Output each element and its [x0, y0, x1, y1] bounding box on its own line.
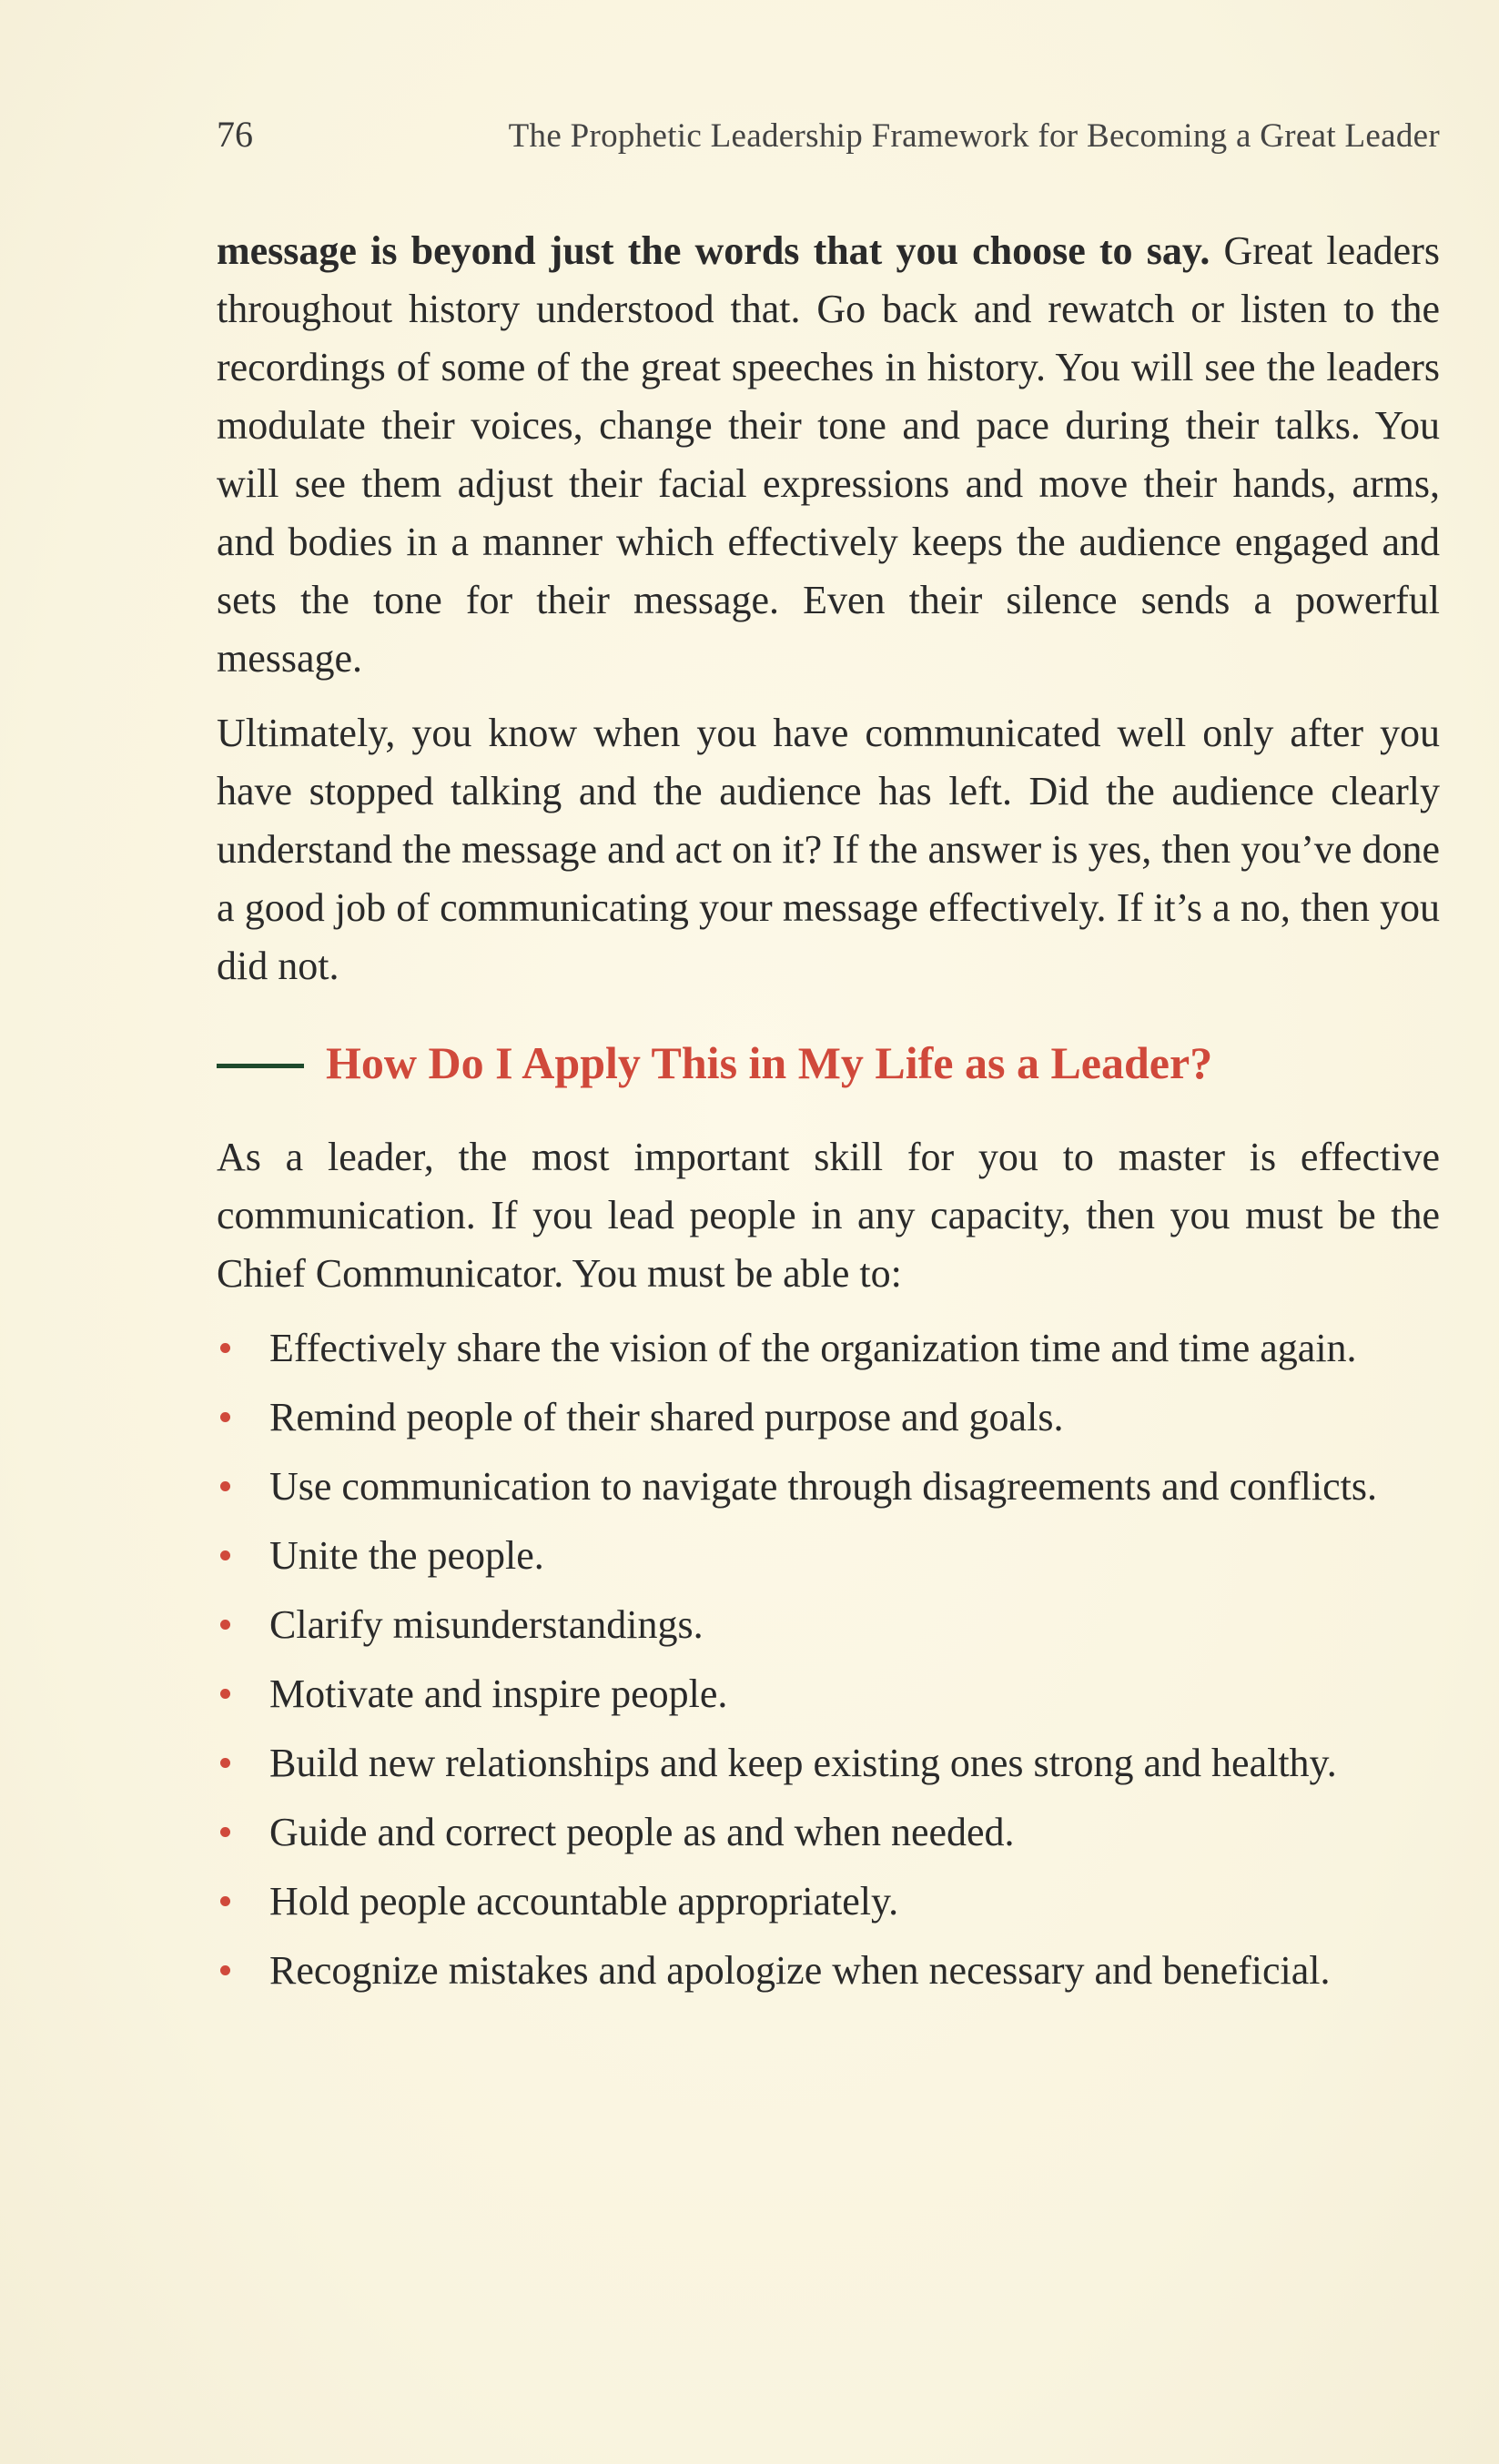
list-item — [217, 1596, 1440, 1654]
bullet-icon — [220, 1896, 230, 1906]
section-title: How Do I Apply This in My Life as a Leader? — [326, 1037, 1213, 1088]
bullet-icon — [220, 1550, 230, 1560]
list-item-text: Motivate and inspire people. — [269, 1671, 728, 1716]
list-item-text: Unite the people. — [269, 1533, 544, 1578]
bullet-icon — [220, 1481, 230, 1491]
bullet-icon — [220, 1758, 230, 1768]
running-title: The Prophetic Leadership Framework for Becoming a Great Leader — [508, 117, 1440, 155]
section-heading — [217, 1034, 1440, 1094]
list-item-text: Hold people accountable appropriately. — [269, 1879, 899, 1924]
list-item-text: Clarify misunderstandings. — [269, 1602, 704, 1647]
bullet-icon — [220, 1620, 230, 1630]
bullet-list — [217, 1319, 1440, 2000]
page-number: 76 — [217, 114, 253, 155]
list-item — [217, 1527, 1440, 1585]
list-item — [217, 1803, 1440, 1862]
list-item — [217, 1458, 1440, 1516]
paragraph-1-text: Great leaders throughout history understood that. Go back and rewatch or listen to the recordings of some of the great speeches in history. You will see the leaders modulate their voices, change their tone and pace during their talks. You will see them adjust their facial expressions and move their hands, arms, and bodies in a manner which effectively keeps the audience engaged and sets the tone for their message. Even their silence sends a powerful message. — [217, 228, 1440, 681]
list-item-text: Build new relationships and keep existing ones strong and healthy. — [269, 1741, 1337, 1785]
bullet-icon — [220, 1965, 230, 1975]
list-item-text: Remind people of their shared purpose and goals. — [269, 1395, 1064, 1439]
paragraph-1-bold-lead: message is beyond just the words that you choose to say. — [217, 228, 1210, 273]
heading-rule — [217, 1064, 304, 1068]
bullet-icon — [220, 1689, 230, 1699]
paragraph-1 — [217, 222, 1440, 688]
list-item-text: Use communication to navigate through disagreements and conflicts. — [269, 1464, 1378, 1509]
list-item — [217, 1734, 1440, 1792]
bullet-icon — [220, 1827, 230, 1837]
list-item-text: Effectively share the vision of the organization time and time again. — [269, 1326, 1357, 1370]
bullet-icon — [220, 1343, 230, 1353]
list-item — [217, 1319, 1440, 1378]
section-intro: As a leader, the most important skill for you to master is effective communication. If you lead people in any capacity, then you must be the Chief Communicator. You must be able to: — [217, 1135, 1440, 1296]
paragraph-2-text: Ultimately, you know when you have communicated well only after you have stopped talking and the audience has left. Did the audience clearly understand the message and act on it? If the answer is yes, then you’ve done a good job of communicating your message effectively. If it’s a no, then you did not. — [217, 711, 1440, 988]
paragraph-2 — [217, 704, 1440, 995]
list-item — [217, 1665, 1440, 1723]
list-item — [217, 1389, 1440, 1447]
body-text — [217, 222, 1440, 2011]
list-item-text: Recognize mistakes and apologize when necessary and beneficial. — [269, 1948, 1331, 1993]
running-head — [217, 113, 1440, 158]
list-item — [217, 1873, 1440, 1931]
list-item-text: Guide and correct people as and when needed. — [269, 1810, 1015, 1854]
bullet-icon — [220, 1412, 230, 1422]
list-item — [217, 1942, 1440, 2000]
